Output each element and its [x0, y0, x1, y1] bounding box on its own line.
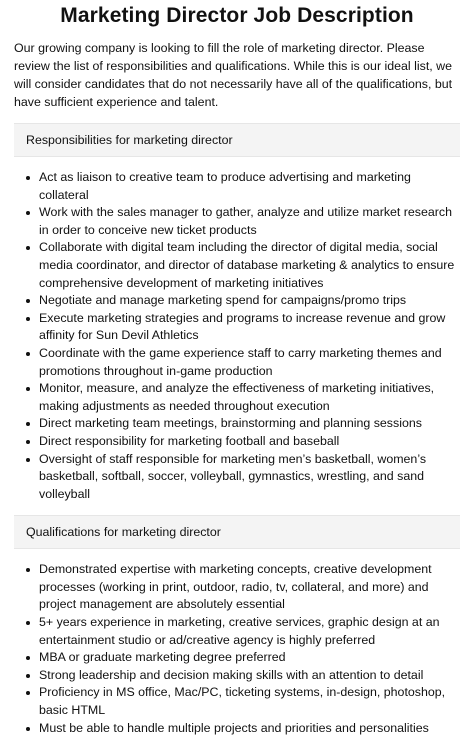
list-item: Monitor, measure, and analyze the effectiveness of marketing initiatives, making adjustments as needed throughout execution: [39, 380, 460, 415]
list-item: Oversight of staff responsible for marketing men’s basketball, women’s basketball, softball, soccer, volleyball, gymnastics, wrestling, and sand volleyball: [39, 451, 460, 504]
list-item: MBA or graduate marketing degree preferred: [39, 649, 460, 667]
list-item: Act as liaison to creative team to produce advertising and marketing collateral: [39, 169, 460, 204]
list-item: 5+ years experience in marketing, creative services, graphic design at an entertainment studio or ad/creative agency is highly preferred: [39, 614, 460, 649]
qualifications-list: [14, 561, 460, 737]
list-item: Strong leadership and decision making skills with an attention to detail: [39, 667, 460, 685]
list-item: Negotiate and manage marketing spend for campaigns/promo trips: [39, 292, 460, 310]
responsibilities-heading: Responsibilities for marketing director: [26, 133, 233, 147]
list-item: Coordinate with the game experience staff to carry marketing themes and promotions throughout in-game production: [39, 345, 460, 380]
list-item: Collaborate with digital team including the director of digital media, social media coordinator, and director of database marketing & analytics to ensure comprehensive development of marketing initiatives: [39, 239, 460, 292]
qualifications-section-header: [14, 515, 460, 549]
responsibilities-section-header: [14, 123, 460, 157]
page-title: Marketing Director Job Description: [60, 4, 414, 27]
qualifications-heading: Qualifications for marketing director: [26, 525, 221, 540]
list-item: Execute marketing strategies and programs to increase revenue and grow affinity for Sun Devil Athletics: [39, 310, 460, 345]
list-item: Must be able to handle multiple projects and priorities and personalities: [39, 720, 460, 738]
list-item: Demonstrated expertise with marketing concepts, creative development processes (working in print, outdoor, radio, tv, collateral, and more) and project management are absolutely essential: [39, 561, 460, 614]
list-item: Proficiency in MS office, Mac/PC, ticketing systems, in-design, photoshop, basic HTML: [39, 684, 460, 719]
intro-paragraph: Our growing company is looking to fill the role of marketing director. Please review the list of responsibilities and qualifications. While this is our ideal list, we will consider candidates that do not necessarily have all of the qualifications, but have sufficient experience and talent.: [14, 41, 453, 109]
list-item: Direct responsibility for marketing football and baseball: [39, 433, 460, 451]
list-item: Work with the sales manager to gather, analyze and utilize market research in order to conceive new ticket products: [39, 204, 460, 239]
list-item: Direct marketing team meetings, brainstorming and planning sessions: [39, 415, 460, 433]
responsibilities-list: [14, 169, 460, 503]
